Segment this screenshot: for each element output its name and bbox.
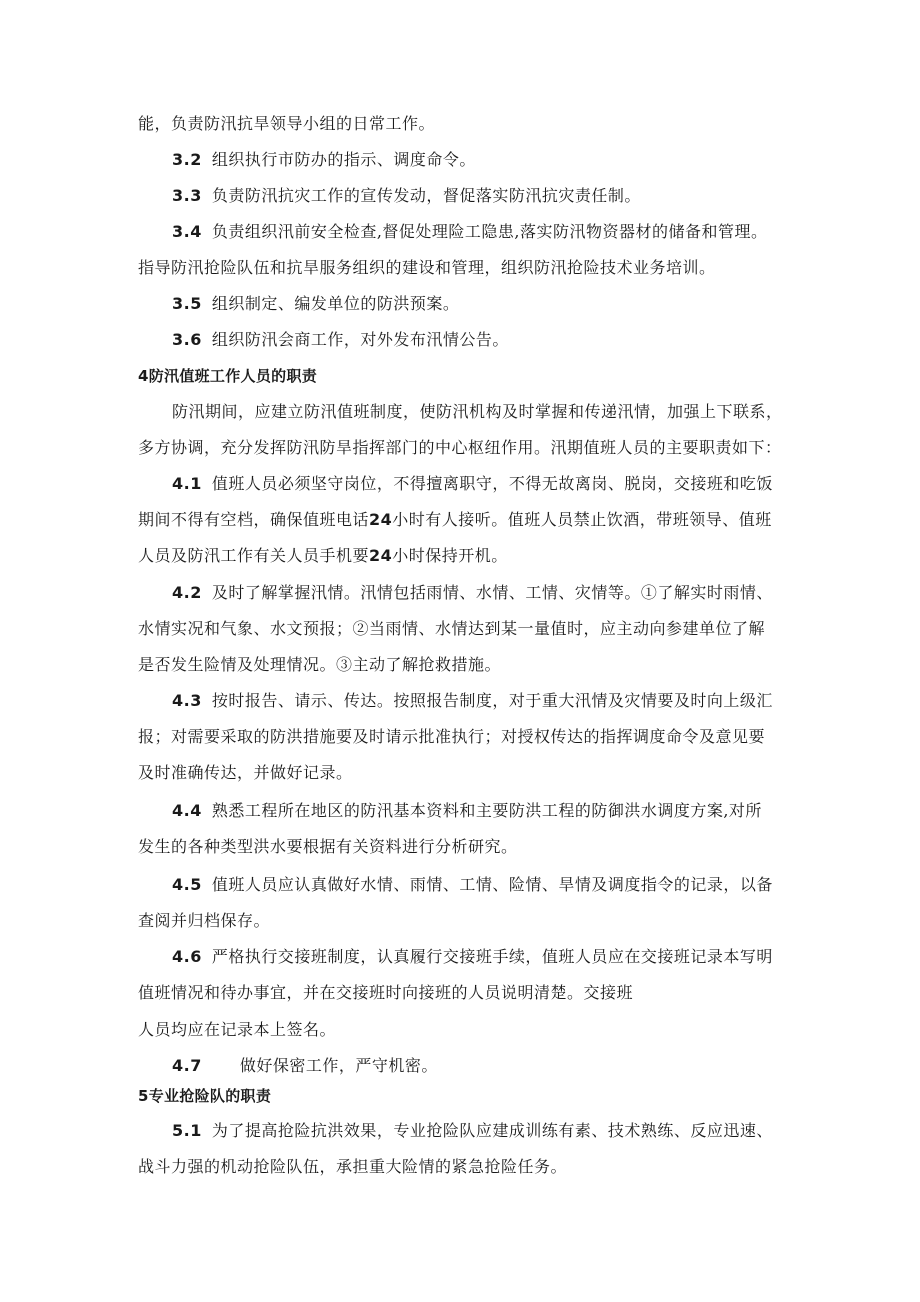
item-4-6-line-3: 人员均应在记录本上签名。 [138,1020,337,1039]
item-4-6: 4.6 严格执行交接班制度，认真履行交接班手续，值班人员应在交接班记录本写明 [172,947,773,966]
item-number: 3.5 [172,294,202,313]
item-number: 4.7 [172,1056,202,1075]
item-5-1-line-2: 战斗力强的机动抢险队伍，承担重大险情的紧急抢险任务。 [138,1157,568,1176]
item-number: 4.4 [172,801,202,820]
item-4-3: 4.3 按时报告、请示、传达。按照报告制度，对于重大汛情及灾情要及时向上级汇 [172,691,773,710]
item-number: 3.3 [172,186,202,205]
item-3-4-line-2: 指导防汛抢险队伍和抗旱服务组织的建设和管理，组织防汛抢险技术业务培训。 [138,258,716,277]
item-4-3-line-3: 及时准确传达，并做好记录。 [138,763,353,782]
item-number: 4.2 [172,583,202,602]
item-number: 4.1 [172,474,202,493]
item-4-1-line-2: 期间不得有空档，确保值班电话24小时有人接听。值班人员禁止饮酒，带班领导、值班 [138,510,772,529]
item-4-2-line-3: 是否发生险情及处理情况。③主动了解抢救措施。 [138,655,502,674]
item-4-2-line-2: 水情实况和气象、水文预报；②当雨情、水情达到某一量值时，应主动向参建单位了解 [138,619,766,638]
item-number: 4.5 [172,875,202,894]
item-4-5: 4.5 值班人员应认真做好水情、雨情、工情、险情、旱情及调度指令的记录，以备 [172,875,773,894]
item-5-1: 5.1 为了提高抢险抗洪效果，专业抢险队应建成训练有素、技术熟练、反应迅速、 [172,1121,773,1140]
item-4-6-line-2: 值班情况和待办事宜，并在交接班时向接班的人员说明清楚。交接班 [138,983,634,1002]
item-4-1: 4.1 值班人员必须坚守岗位，不得擅离职守，不得无故离岗、脱岗，交接班和吃饭 [172,474,773,493]
item-3-5: 3.5 组织制定、编发单位的防洪预案。 [172,294,460,313]
item-3-2: 3.2 组织执行市防办的指示、调度命令。 [172,150,476,169]
item-4-4-line-2: 发生的各种类型洪水要根据有关资料进行分析研究。 [138,837,518,856]
item-number: 4.6 [172,947,202,966]
item-4-5-line-2: 查阅并归档保存。 [138,911,271,930]
item-number: 3.2 [172,150,202,169]
section-heading-4: 4防汛值班工作人员的职责 [138,367,318,385]
item-4-7: 4.7 做好保密工作，严守机密。 [172,1056,438,1075]
item-4-4: 4.4 熟悉工程所在地区的防汛基本资料和主要防洪工程的防御洪水调度方案,对所 [172,801,762,820]
item-3-6: 3.6 组织防汛会商工作，对外发布汛情公告。 [172,330,509,349]
item-3-4: 3.4 负责组织汛前安全检查,督促处理险工隐患,落实防汛物资器材的储备和管理。 [172,222,768,241]
section-heading-5: 5专业抢险队的职责 [138,1087,272,1105]
item-number: 4.3 [172,691,202,710]
item-number: 3.6 [172,330,202,349]
item-4-2: 4.2 及时了解掌握汛情。汛情包括雨情、水情、工情、灾情等。①了解实时雨情、 [172,583,773,602]
item-4-1-line-3: 人员及防汛工作有关人员手机要24小时保持开机。 [138,546,508,565]
section-4-intro: 防汛期间，应建立防汛值班制度，使防汛机构及时掌握和传递汛情，加强上下联系， [172,402,783,421]
item-number: 5.1 [172,1121,202,1140]
paragraph-continuation: 能，负责防汛抗旱领导小组的日常工作。 [138,114,436,133]
item-number: 3.4 [172,222,202,241]
item-4-3-line-2: 报；对需要采取的防洪措施要及时请示批准执行；对授权传达的指挥调度命令及意见要 [138,727,766,746]
section-4-intro-line-2: 多方协调，充分发挥防汛防旱指挥部门的中心枢纽作用。汛期值班人员的主要职责如下： [138,438,782,457]
item-3-3: 3.3 负责防汛抗灾工作的宣传发动，督促落实防汛抗灾责任制。 [172,186,641,205]
